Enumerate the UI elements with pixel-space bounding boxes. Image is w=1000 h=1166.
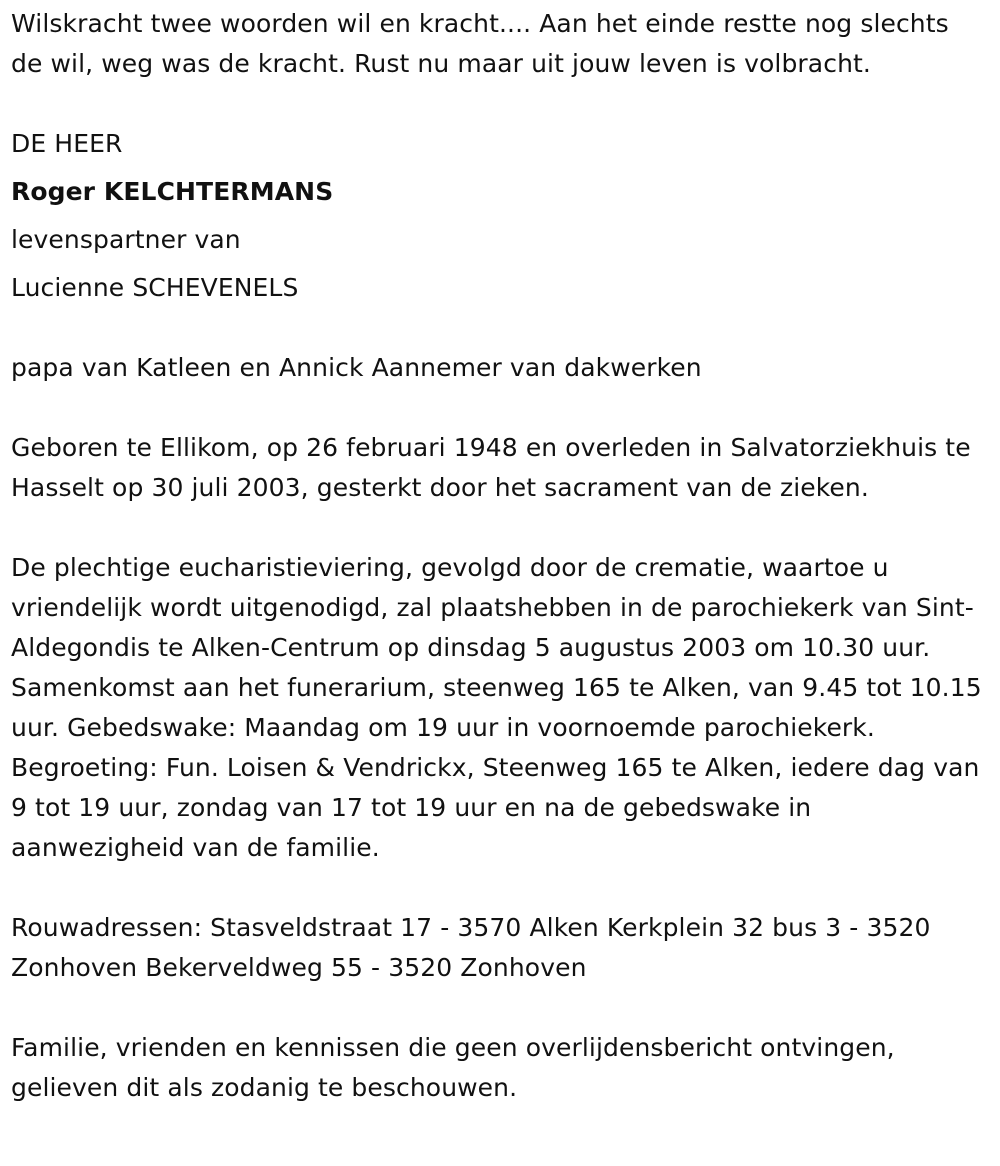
honorific: DE HEER (11, 129, 123, 158)
spacer (11, 988, 986, 1028)
deceased-name: Roger KELCHTERMANS (11, 177, 334, 206)
spacer (11, 508, 986, 548)
partner-name: Lucienne SCHEVENELS (11, 273, 299, 302)
birth-death-paragraph: Geboren te Ellikom, op 26 februari 1948 en overleden in Salvatorziekhuis te Hasselt op 30 juli 2003, gesterkt door het sacrament van de zieken. (11, 433, 971, 502)
ceremony-paragraph: De plechtige eucharistieviering, gevolgd door de crematie, waartoe u vriendelijk wordt uitgenodigd, zal plaatshebben in de parochiekerk van Sint-Aldegondis te Alken-Centrum op dinsdag 5 augustus 2003 om 10.30 uur. Samenkomst aan het funerarium, steenweg 165 te Alken, van 9.45 tot 10.15 uur. Gebedswake: Maandag om 19 uur in voornoemde parochiekerk. Begroeting: Fun. Loisen & Vendrickx, Steenweg 165 te Alken, iedere dag van 9 tot 19 uur, zondag van 17 tot 19 uur en na de gebedswake in aanwezigheid van de familie. (11, 553, 982, 862)
mourning-addresses: Rouwadressen: Stasveldstraat 17 - 3570 Alken Kerkplein 32 bus 3 - 3520 Zonhoven Bekerveldweg 55 - 3520 Zonhoven (11, 913, 931, 982)
family-line: papa van Katleen en Annick Aannemer van dakwerken (11, 353, 702, 382)
spacer (11, 308, 986, 348)
spacer (11, 84, 986, 124)
closing-note: Familie, vrienden en kennissen die geen overlijdensbericht ontvingen, gelieven dit als zodanig te beschouwen. (11, 1033, 895, 1102)
opening-quote: Wilskracht twee woorden wil en kracht.... Aan het einde restte nog slechts de wil, weg was de kracht. Rust nu maar uit jouw leven is volbracht. (11, 9, 949, 78)
obituary-document (11, 4, 986, 1108)
relation-label: levenspartner van (11, 225, 241, 254)
spacer (11, 388, 986, 428)
spacer (11, 868, 986, 908)
